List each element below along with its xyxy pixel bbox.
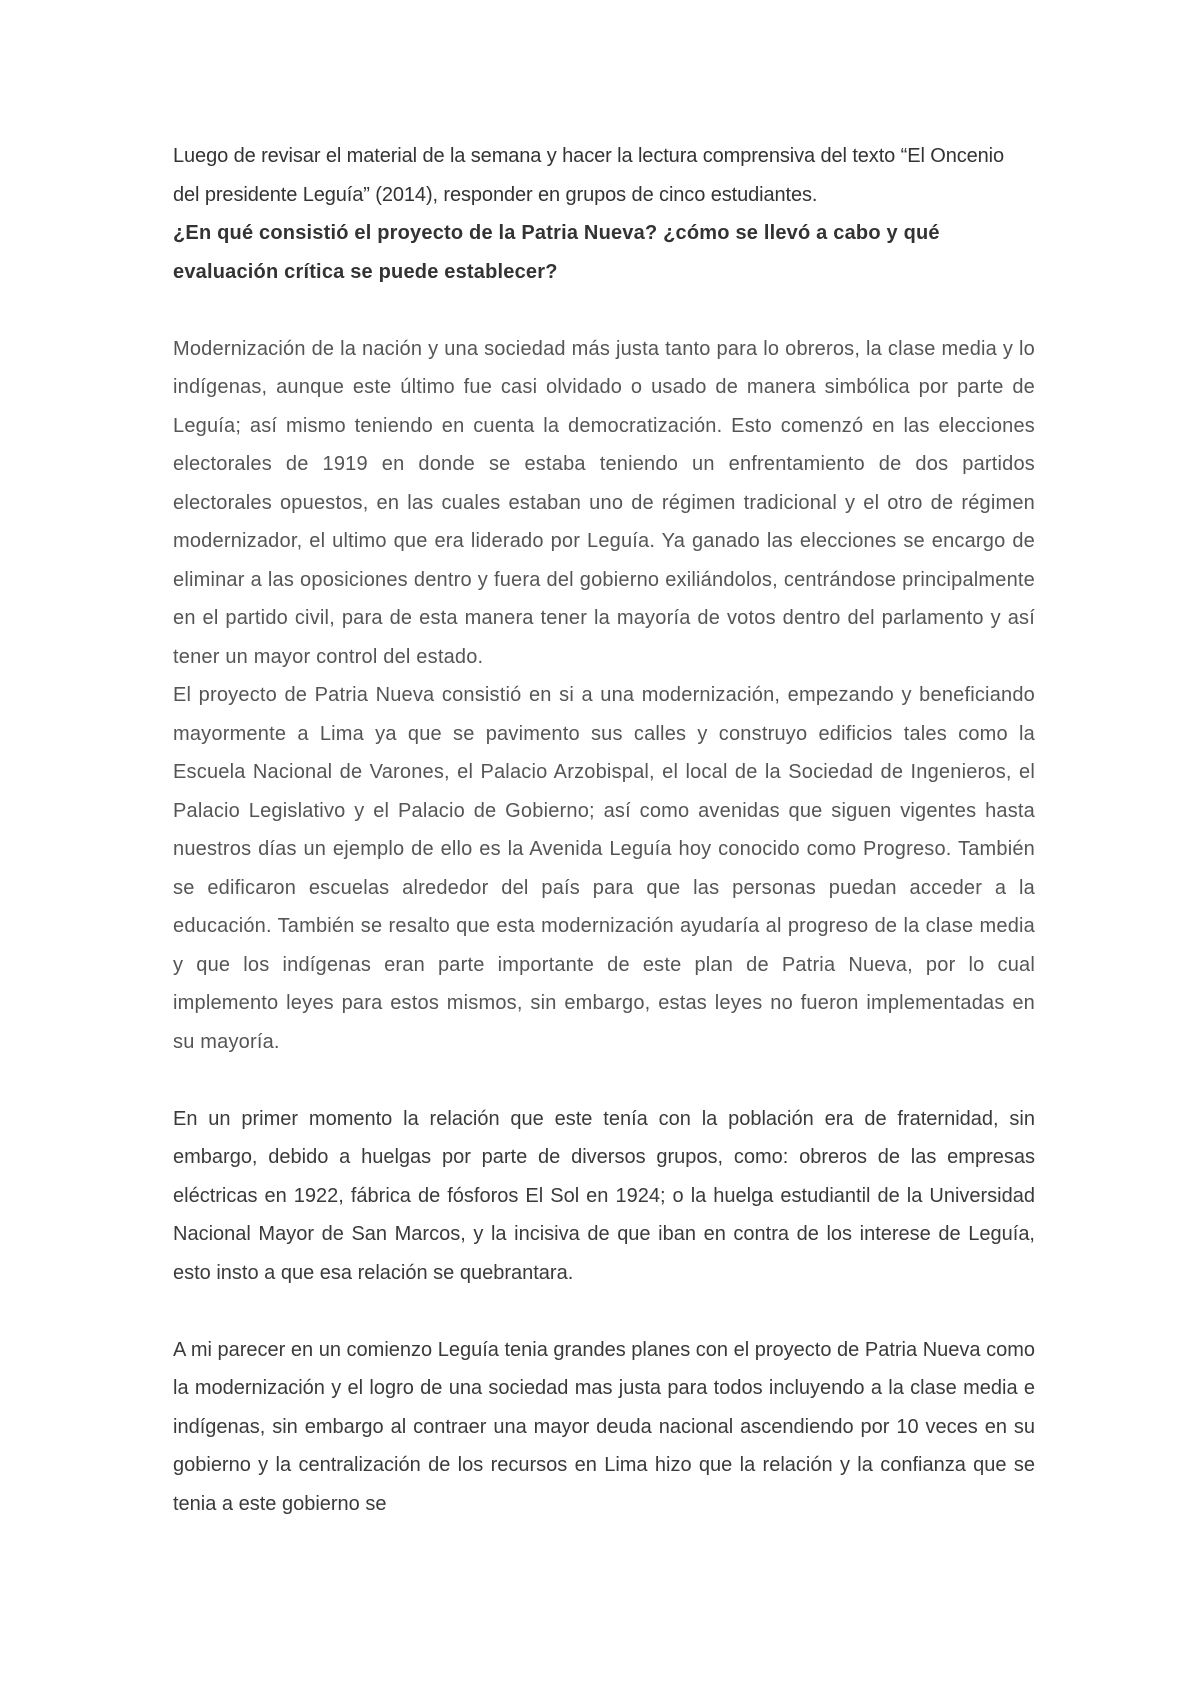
answer-paragraph-3: En un primer momento la relación que este tenía con la población era de fraternidad, sin embargo, debido a huelgas por parte de diversos grupos, como: obreros de las empresas eléctricas en 1922, fábrica de fósforos El Sol en 1924; o la huelga estudiantil de la Universidad Nacional Mayor de San Marcos, y la incisiva de que iban en contra de los interese de Leguía, esto insto a que esa relación se quebrantara. [173, 1107, 1035, 1284]
document-body [173, 137, 1035, 1523]
answer-paragraph-2: El proyecto de Patria Nueva consistió en si a una modernización, empezando y beneficiando mayormente a Lima ya que se pavimento sus calles y construyo edificios tales como la Escuela Nacional de Varones, el Palacio Arzobispal, el local de la Sociedad de Ingenieros, el Palacio Legislativo y el Palacio de Gobierno; así como avenidas que siguen vigentes hasta nuestros días un ejemplo de ello es la Avenida Leguía hoy conocido como Progreso. También se edificaron escuelas alrededor del país para que las personas puedan acceder a la educación. También se resalto que esta modernización ayudaría al progreso de la clase media y que los indígenas eran parte importante de este plan de Patria Nueva, por lo cual implemento leyes para estos mismos, sin embargo, estas leyes no fueron implementadas en su mayoría. [173, 684, 1035, 1053]
answer-paragraph-1: Modernización de la nación y una sociedad más justa tanto para lo obreros, la clase media y lo indígenas, aunque este último fue casi olvidado o usado de manera simbólica por parte de Leguía; así mismo teniendo en cuenta la democratización. Esto comenzó en las elecciones electorales de 1919 en donde se estaba teniendo un enfrentamiento de dos partidos electorales opuestos, en las cuales estaban uno de régimen tradicional y el otro de régimen modernizador, el ultimo que era liderado por Leguía. Ya ganado las elecciones se encargo de eliminar a las oposiciones dentro y fuera del gobierno exiliándolos, centrándose principalmente en el partido civil, para de esta manera tener la mayoría de votos dentro del parlamento y así tener un mayor control del estado. [173, 337, 1035, 668]
intro-paragraph: Luego de revisar el material de la semana y hacer la lectura comprensiva del texto “El Oncenio del presidente Leguía” (2014), responder en grupos de cinco estudiantes. [173, 145, 1005, 206]
question-heading: ¿En qué consistió el proyecto de la Patria Nueva? ¿cómo se llevó a cabo y qué evaluación crítica se puede establecer? [173, 222, 940, 283]
answer-paragraph-4: A mi parecer en un comienzo Leguía tenia grandes planes con el proyecto de Patria Nueva como la modernización y el logro de una sociedad mas justa para todos incluyendo a la clase media e indígenas, sin embargo al contraer una mayor deuda nacional ascendiendo por 10 veces en su gobierno y la centralización de los recursos en Lima hizo que la relación y la confianza que se tenia a este gobierno se [173, 1338, 1035, 1515]
